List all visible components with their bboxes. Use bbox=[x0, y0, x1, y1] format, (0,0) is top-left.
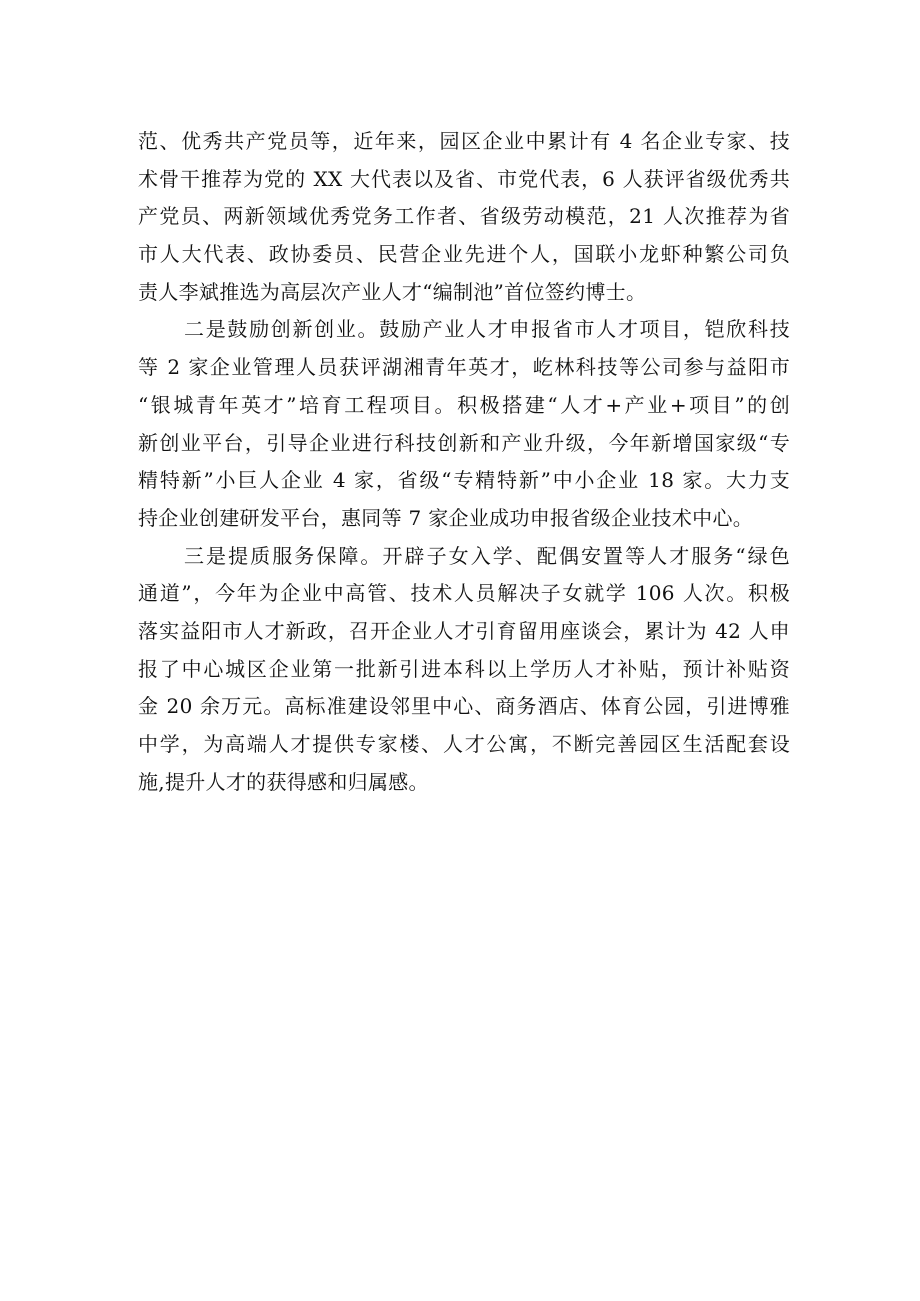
text-line: 持企业创建研发平台，惠同等 7 家企业成功申报省级企业技术中心。 bbox=[138, 505, 754, 530]
text-line: 精特新”小巨人企业 4 家，省级“专精特新”中小企业 18 家。大力支 bbox=[138, 468, 790, 493]
text-line: 通道”，今年为企业中高管、技术人员解决子女就学 106 人次。积极 bbox=[138, 581, 790, 606]
text-line: 施,提升人才的获得感和归属感。 bbox=[138, 769, 429, 794]
text-line: 金 20 余万元。高标准建设邻里中心、商务酒店、体育公园，引进博雅 bbox=[138, 694, 790, 719]
text-line: 落实益阳市人才新政，召开企业人才引育留用座谈会，累计为 42 人申 bbox=[138, 618, 790, 643]
document-body bbox=[138, 123, 790, 801]
paragraph-2-start: 二是鼓励创新创业。鼓励产业人才申报省市人才项目，铠欣科技 bbox=[184, 317, 790, 342]
text-line: “银城青年英才”培育工程项目。积极搭建“人才+产业+项目”的创 bbox=[138, 392, 790, 417]
paragraph-3-start: 三是提质服务保障。开辟子女入学、配偶安置等人才服务“绿色 bbox=[184, 543, 790, 568]
text-line: 新创业平台，引导企业进行科技创新和产业升级，今年新增国家级“专 bbox=[138, 430, 790, 455]
text-line: 报了中心城区企业第一批新引进本科以上学历人才补贴，预计补贴资 bbox=[138, 656, 790, 681]
text-line: 术骨干推荐为党的 XX 大代表以及省、市党代表，6 人获评省级优秀共 bbox=[138, 166, 790, 191]
text-line: 范、优秀共产党员等，近年来，园区企业中累计有 4 名企业专家、技 bbox=[138, 129, 790, 153]
text-line: 等 2 家企业管理人员获评湖湘青年英才，屹林科技等公司参与益阳市 bbox=[138, 355, 790, 380]
text-line: 中学，为高端人才提供专家楼、人才公寓，不断完善园区生活配套设 bbox=[138, 732, 790, 756]
text-line: 市人大代表、政协委员、民营企业先进个人，国联小龙虾种繁公司负 bbox=[138, 242, 790, 267]
text-line: 产党员、两新领域优秀党务工作者、省级劳动模范，21 人次推荐为省 bbox=[138, 204, 790, 229]
text-line: 责人李斌推选为高层次产业人才“编制池”首位签约博士。 bbox=[138, 279, 647, 304]
